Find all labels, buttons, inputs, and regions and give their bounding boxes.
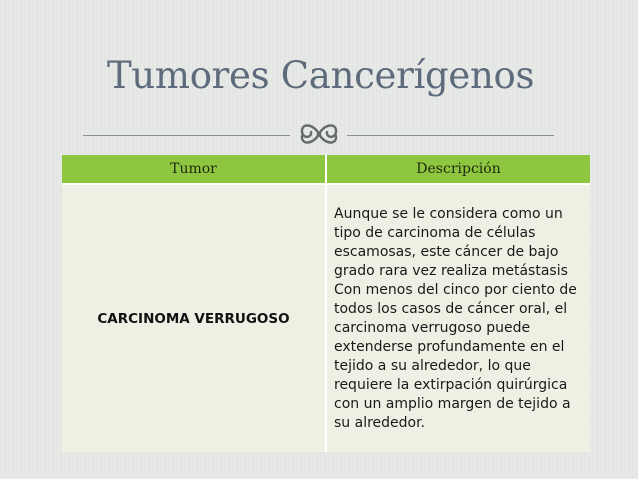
header-tumor: Tumor xyxy=(62,155,326,184)
table-row xyxy=(62,184,590,452)
title-divider-right xyxy=(347,135,554,136)
title-divider-left xyxy=(83,135,290,136)
table-header-row xyxy=(62,155,590,184)
description-cell: Aunque se le considera como un tipo de carcinoma de células escamosas, este cáncer de bajo grado rara vez realiza metástasis Con menos del cinco por ciento de todos los casos de cáncer oral, el carcinoma verrugoso puede extenderse profundamente en el tejido a su alrededor, lo que requiere la extirpación quirúrgica con un amplio margen de tejido a su alrededor. xyxy=(326,184,590,452)
floral-ornament-icon xyxy=(295,117,343,151)
tumor-table xyxy=(62,155,590,452)
header-description: Descripción xyxy=(326,155,590,184)
tumor-name-cell: CARCINOMA VERRUGOSO xyxy=(62,184,326,452)
slide-title: Tumores Cancerígenos xyxy=(107,54,535,97)
